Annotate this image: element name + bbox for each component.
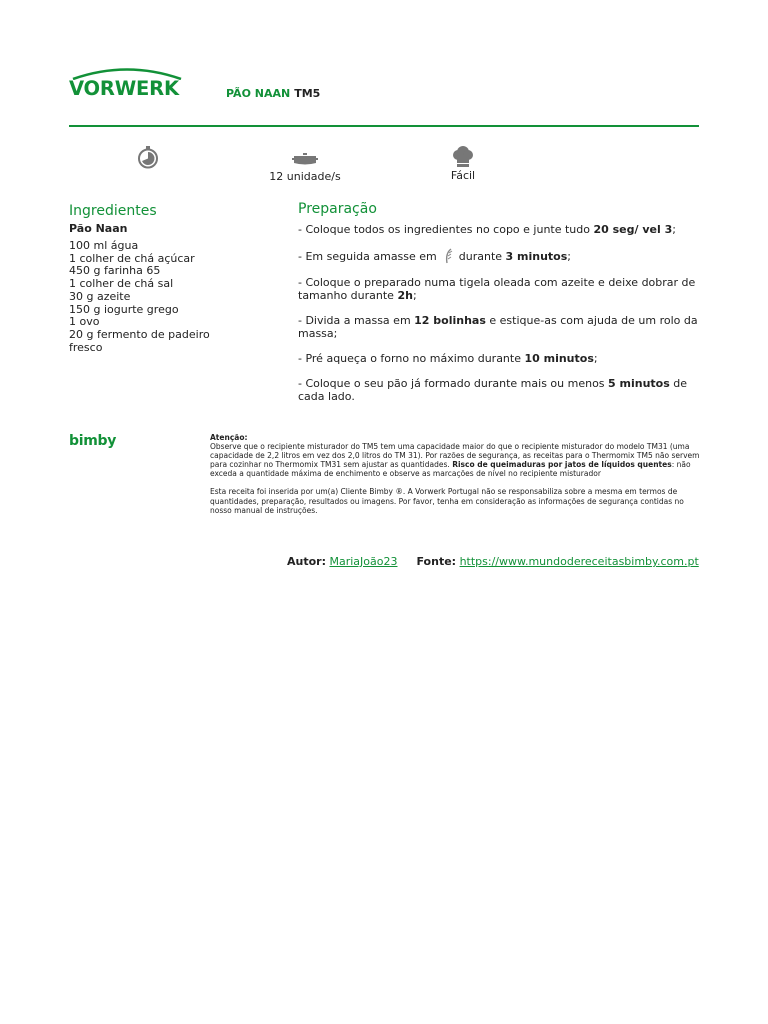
model-badge: TM5 (294, 87, 321, 100)
preparation-heading: Preparação (298, 201, 377, 217)
chef-hat-icon (451, 146, 475, 170)
difficulty-label: Fácil (450, 169, 476, 182)
recipe-name: PÃO NAAN (226, 87, 291, 100)
preparation-step: - Coloque o seu pão já formado durante mais ou menos 5 minutos de cada lado. (298, 377, 688, 403)
ingredients-list (69, 240, 239, 354)
preparation-steps (298, 223, 700, 415)
preparation-step: - Divida a massa em 12 bolinhas e estique-as com ajuda de um rolo da massa; (298, 314, 698, 340)
timer-icon (136, 145, 160, 169)
preparation-step: - Em seguida amasse em durante 3 minutos; (298, 250, 572, 263)
kneading-spike-icon (443, 248, 455, 264)
author-label: Autor: (287, 555, 326, 568)
ingredient-item: 100 ml água (69, 239, 139, 252)
logo-text: VORWERK (69, 77, 179, 100)
ingredient-item: 1 ovo (69, 315, 100, 329)
portions-label: 12 unidade/s (269, 170, 341, 183)
attention-title: Atenção: (210, 433, 248, 442)
attention-paragraph: Atenção: Observe que o recipiente misturador do TM5 tem uma capacidade maior do que o recipiente misturador do modelo TM31 (uma capacidade de 2,2 litros em vez dos 2,0 litros do TM 31). Por razões de segurança, as receitas para o Thermomix TM5 não servem para cozinhar no Thermomix TM31 sem ajustar as quantidades. Risco de queimaduras por jatos de líquidos quentes: não exceda a quantidade máxima de enchimento e observe as marcações de nível no recipiente misturador (210, 433, 702, 478)
preparation-step: - Pré aqueça o forno no máximo durante 10 minutos; (298, 352, 598, 365)
author-link[interactable]: MariaJoão23 (329, 555, 398, 568)
header-divider (69, 125, 699, 127)
ingredient-item: 450 g farinha 65 (69, 264, 161, 278)
ingredient-item: 30 g azeite (69, 289, 131, 303)
ingredients-heading: Ingredientes (69, 203, 157, 219)
vorwerk-logo (69, 66, 185, 102)
source-link[interactable]: https://www.mundodereceitasbimby.com.pt (459, 555, 699, 568)
bimby-logo: bimby (69, 433, 117, 449)
safety-notice (210, 433, 702, 515)
ingredient-item: 1 colher de chá açúcar (69, 251, 195, 265)
ingredients-subheading: Pão Naan (69, 222, 128, 235)
disclaimer-paragraph: Esta receita foi inserida por um(a) Cliente Bimby ®. A Vorwerk Portugal não se responsabiliza sobre a mesma em termos de quantidades, preparação, resultados ou imagens. Por favor, tenha em consideração as informações de segurança contidas no nosso manual de instruções. (210, 487, 684, 515)
preparation-step: - Coloque todos os ingredientes no copo e junte tudo 20 seg/ vel 3; (298, 223, 676, 236)
page-title (226, 87, 320, 100)
ingredient-item: 1 colher de chá sal (69, 277, 174, 291)
credits (287, 555, 699, 568)
ingredient-item: 20 g fermento de padeiro fresco (69, 327, 210, 354)
preparation-step: - Coloque o preparado numa tigela oleada com azeite e deixe dobrar de tamanho durante 2h; (298, 276, 696, 302)
source-label: Fonte: (416, 555, 457, 568)
ingredient-item: 150 g iogurte grego (69, 302, 179, 316)
